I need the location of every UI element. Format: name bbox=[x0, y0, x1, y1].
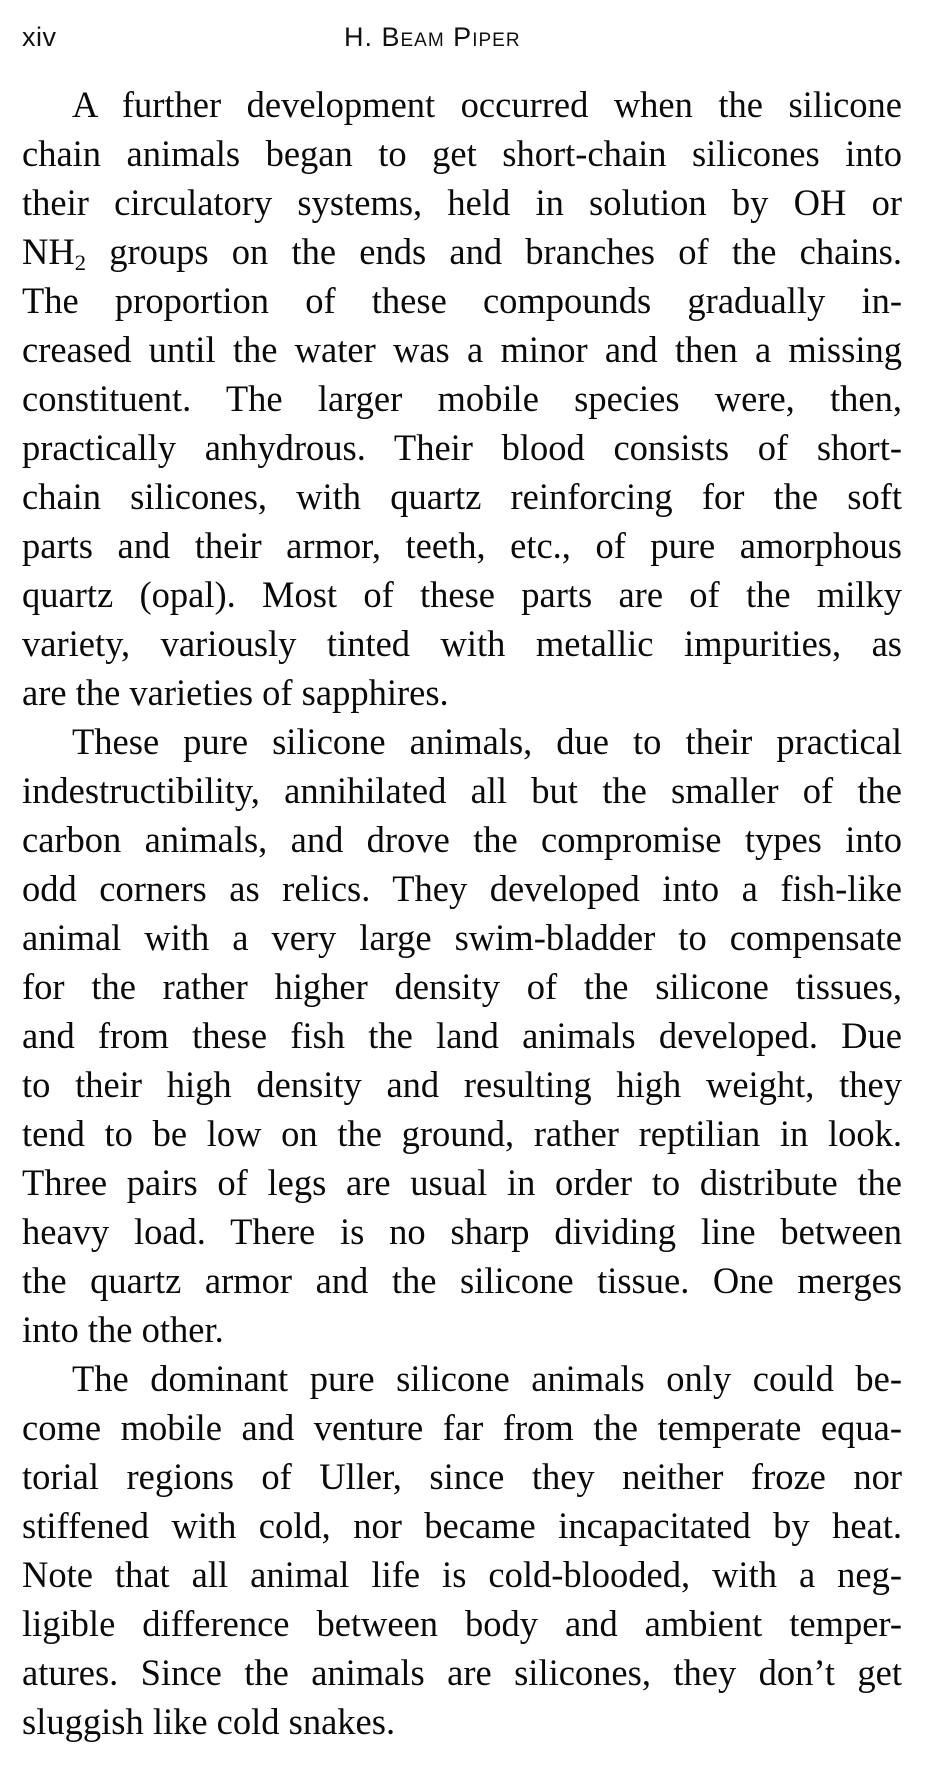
text-line: variety, variously tinted with metallic impurities, as bbox=[22, 623, 902, 664]
text-line: are the varieties of sapphires. bbox=[22, 672, 449, 713]
text-line: into the other. bbox=[22, 1309, 224, 1350]
text-line: for the rather higher density of the silicone tissues, bbox=[22, 966, 902, 1007]
text-line: their circulatory systems, held in solution by OH or bbox=[22, 182, 902, 223]
text-line: ligible difference between body and ambient temper- bbox=[22, 1603, 902, 1644]
paragraph-1 bbox=[22, 80, 902, 717]
running-head bbox=[22, 18, 902, 58]
text-line: to their high density and resulting high weight, they bbox=[22, 1064, 902, 1105]
subscript: 2 bbox=[74, 250, 87, 275]
text-line: chain animals began to get short-chain silicones into bbox=[22, 133, 902, 174]
text-line: carbon animals, and drove the compromise types into bbox=[22, 819, 902, 860]
text-line: creased until the water was a minor and then a missing bbox=[22, 329, 902, 370]
text-line: stiffened with cold, nor became incapacitated by heat. bbox=[22, 1505, 902, 1546]
text-line: tend to be low on the ground, rather reptilian in look. bbox=[22, 1113, 902, 1154]
text-line: chain silicones, with quartz reinforcing for the soft bbox=[22, 476, 902, 517]
text-line: Three pairs of legs are usual in order to distribute the bbox=[22, 1162, 902, 1203]
text-line: heavy load. There is no sharp dividing line between bbox=[22, 1211, 902, 1252]
text-line: indestructibility, annihilated all but the smaller of the bbox=[22, 770, 902, 811]
text-line: A further development occurred when the silicone bbox=[72, 84, 902, 125]
text-line: atures. Since the animals are silicones, they don’t get bbox=[22, 1652, 902, 1693]
paragraph-2 bbox=[22, 717, 902, 1354]
text-line: Note that all animal life is cold-blooded, with a neg- bbox=[22, 1554, 902, 1595]
text-line: practically anhydrous. Their blood consists of short- bbox=[22, 427, 902, 468]
text-line: odd corners as relics. They developed into a fish-like bbox=[22, 868, 902, 909]
text-line: quartz (opal). Most of these parts are of the milky bbox=[22, 574, 902, 615]
text-line: parts and their armor, teeth, etc., of pure amorphous bbox=[22, 525, 902, 566]
text-line: $NH_2$ groups on the ends and branches of the chains. bbox=[22, 231, 902, 275]
text-line: constituent. The larger mobile species were, then, bbox=[22, 378, 902, 419]
text-line: These pure silicone animals, due to their practical bbox=[72, 721, 902, 762]
text-line: animal with a very large swim-bladder to compensate bbox=[22, 917, 902, 958]
text-line: The dominant pure silicone animals only could be- bbox=[72, 1358, 902, 1399]
text-line: The proportion of these compounds gradually in- bbox=[22, 280, 902, 321]
paragraph-3 bbox=[22, 1354, 902, 1746]
text-line: sluggish like cold snakes. bbox=[22, 1701, 396, 1742]
page-number: xiv bbox=[22, 22, 57, 52]
body-text bbox=[22, 80, 902, 1746]
text-line: come mobile and venture far from the temperate equa- bbox=[22, 1407, 902, 1448]
running-head-title: H. Beam Piper bbox=[344, 22, 521, 52]
text-line: the quartz armor and the silicone tissue. One merges bbox=[22, 1260, 902, 1301]
text-line: torial regions of Uller, since they neither froze nor bbox=[22, 1456, 902, 1497]
text-line: and from these fish the land animals developed. Due bbox=[22, 1015, 902, 1056]
